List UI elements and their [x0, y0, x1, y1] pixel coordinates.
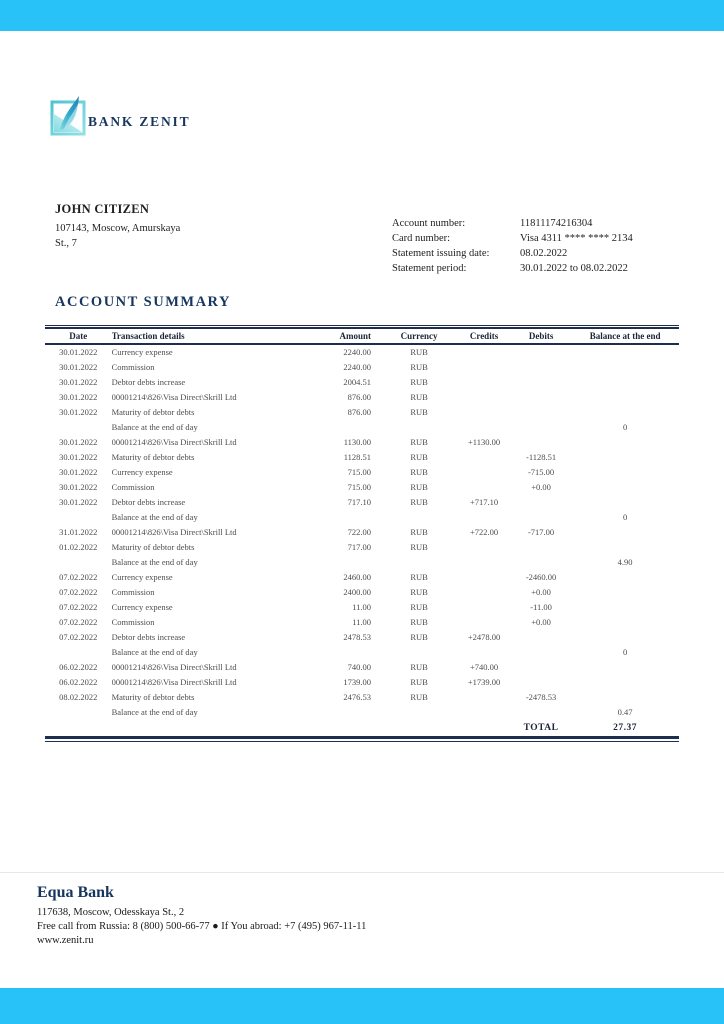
cell-balance [571, 374, 679, 389]
card-number-label: Card number: [392, 233, 451, 244]
cell-debits [511, 704, 571, 719]
cell-details: Balance at the end of day [111, 556, 198, 567]
account-number-label: Account number: [392, 218, 466, 229]
cell-currency: RUB [410, 586, 428, 597]
col-header-date: Date [69, 331, 88, 341]
cell-currency: RUB [410, 616, 428, 627]
account-number-row [392, 216, 692, 231]
cell-currency: RUB [410, 347, 428, 357]
footer-phones: Free call from Russia: 8 (800) 500-66-77 ● If You abroad: +7 (495) 967-11-11 [37, 921, 367, 932]
cell-debits: +0.00 [531, 616, 551, 627]
cell-currency: RUB [410, 676, 428, 687]
cell-amount: 2476.53 [343, 691, 372, 702]
cell-debits: +0.00 [531, 481, 551, 492]
cell-currency: RUB [410, 691, 428, 702]
summary-table-header [45, 329, 679, 344]
table-row [45, 629, 679, 644]
cell-amount: 717.00 [347, 541, 372, 552]
cell-debits [511, 419, 571, 434]
cell-currency: RUB [410, 496, 428, 507]
table-row [45, 344, 679, 359]
cell-currency: RUB [410, 361, 428, 372]
cell-balance [571, 569, 679, 584]
statement-period-label: Statement period: [392, 263, 467, 274]
cell-amount: 876.00 [347, 391, 372, 402]
cell-date: 07.02.2022 [59, 601, 98, 612]
cell-date [45, 704, 112, 719]
cell-credits [457, 419, 511, 434]
cell-credits: +2478.00 [467, 631, 501, 642]
total-empty-cell [457, 719, 511, 736]
customer-name: JOHN CITIZEN [55, 202, 150, 216]
cell-currency: RUB [410, 451, 428, 462]
cell-balance: 4.90 [617, 556, 633, 567]
table-row [45, 524, 679, 539]
table-bottom-rule-thin [45, 741, 679, 742]
cell-credits [457, 479, 511, 494]
cell-debits [511, 554, 571, 569]
total-empty-cell [112, 719, 305, 736]
table-row [45, 389, 679, 404]
cell-date: 30.01.2022 [59, 347, 98, 357]
cell-credits [457, 359, 511, 374]
cell-date [45, 554, 112, 569]
summary-table [45, 329, 679, 736]
table-row [45, 434, 679, 449]
summary-table-body [45, 344, 679, 719]
table-row [45, 614, 679, 629]
table-row [45, 494, 679, 509]
cell-amount [305, 644, 381, 659]
cell-amount [305, 509, 381, 524]
cell-date: 07.02.2022 [59, 631, 98, 642]
cell-debits [511, 659, 571, 674]
cell-currency: RUB [410, 661, 428, 672]
customer-block [55, 202, 275, 251]
col-header-credits: Credits [469, 331, 499, 341]
cell-credits [457, 374, 511, 389]
cell-currency [381, 704, 457, 719]
total-label: TOTAL [523, 722, 559, 733]
cell-credits: +740.00 [469, 661, 499, 672]
bottom-accent-bar [0, 988, 724, 1024]
cell-amount: 722.00 [347, 526, 372, 537]
cell-details: Balance at the end of day [111, 646, 198, 657]
table-row [45, 539, 679, 554]
cell-date: 30.01.2022 [59, 406, 98, 417]
cell-amount [305, 419, 381, 434]
cell-debits [511, 344, 571, 359]
cell-balance [571, 584, 679, 599]
cell-date: 30.01.2022 [59, 376, 98, 387]
cell-currency: RUB [410, 406, 428, 417]
cell-balance [571, 614, 679, 629]
cell-details: Balance at the end of day [111, 706, 198, 717]
top-accent-bar [0, 0, 724, 31]
cell-date: 30.01.2022 [59, 391, 98, 402]
cell-debits [511, 374, 571, 389]
cell-credits [457, 704, 511, 719]
cell-date: 31.01.2022 [59, 526, 98, 537]
cell-date: 08.02.2022 [59, 691, 98, 702]
cell-credits [457, 539, 511, 554]
cell-debits: -2478.53 [525, 691, 557, 702]
table-row [45, 404, 679, 419]
cell-credits [457, 644, 511, 659]
table-row [45, 419, 679, 434]
cell-credits [457, 404, 511, 419]
cell-details: Currency expense [111, 571, 173, 582]
table-row [45, 704, 679, 719]
cell-balance: 0 [622, 646, 628, 657]
cell-balance [571, 494, 679, 509]
cell-debits: -2460.00 [525, 571, 557, 582]
cell-details: 00001214\826\Visa Direct\Skrill Ltd [111, 391, 237, 402]
cell-debits [511, 644, 571, 659]
cell-currency: RUB [410, 631, 428, 642]
cell-date: 07.02.2022 [59, 586, 98, 597]
cell-credits [457, 449, 511, 464]
cell-credits [457, 689, 511, 704]
cell-amount: 1130.00 [343, 436, 372, 447]
card-number-value: Visa 4311 **** **** 2134 [520, 233, 633, 244]
cell-balance [571, 464, 679, 479]
table-row [45, 644, 679, 659]
cell-date [45, 419, 112, 434]
cell-details: Commission [111, 586, 155, 597]
summary-table-footer [45, 719, 679, 736]
total-empty-cell [381, 719, 457, 736]
col-header-amount: Amount [339, 331, 372, 341]
cell-balance [571, 449, 679, 464]
cell-date: 30.01.2022 [59, 481, 98, 492]
statement-period-value: 30.01.2022 to 08.02.2022 [520, 263, 628, 274]
cell-credits [457, 614, 511, 629]
account-summary-title: ACCOUNT SUMMARY [55, 294, 231, 310]
cell-amount: 2240.00 [343, 347, 372, 357]
table-row [45, 509, 679, 524]
col-header-transaction-details: Transaction details [111, 331, 185, 341]
cell-details: 00001214\826\Visa Direct\Skrill Ltd [111, 436, 237, 447]
footer-divider [0, 872, 724, 873]
table-row [45, 599, 679, 614]
cell-credits [457, 554, 511, 569]
cell-amount: 876.00 [347, 406, 372, 417]
cell-debits [511, 404, 571, 419]
cell-debits [511, 674, 571, 689]
cell-credits: +1739.00 [467, 676, 501, 687]
cell-debits: -1128.51 [526, 451, 557, 462]
cell-details: Commission [111, 361, 155, 372]
cell-credits: +1130.00 [467, 436, 501, 447]
cell-currency [381, 419, 457, 434]
cell-balance [571, 659, 679, 674]
cell-debits [511, 509, 571, 524]
cell-balance: 0 [622, 511, 628, 522]
cell-date: 30.01.2022 [59, 466, 98, 477]
cell-details: Currency expense [111, 601, 173, 612]
cell-amount: 740.00 [347, 661, 372, 672]
cell-credits [457, 464, 511, 479]
cell-credits: +722.00 [469, 526, 499, 537]
cell-details: Debtor debts increase [111, 631, 186, 642]
card-number-row [392, 231, 692, 246]
cell-date: 30.01.2022 [59, 436, 98, 447]
cell-debits [511, 539, 571, 554]
cell-amount: 717.10 [347, 496, 372, 507]
customer-address-line1: 107143, Moscow, Amurskaya [55, 223, 181, 234]
cell-date: 01.02.2022 [59, 541, 98, 552]
total-empty-cell [305, 719, 381, 736]
cell-credits: +717.10 [469, 496, 499, 507]
customer-address-line2: St., 7 [55, 238, 77, 249]
cell-balance [571, 539, 679, 554]
cell-details: 00001214\826\Visa Direct\Skrill Ltd [111, 526, 237, 537]
cell-details: Maturity of debtor debts [111, 406, 195, 417]
table-row [45, 674, 679, 689]
footer-website: www.zenit.ru [37, 935, 94, 946]
table-row [45, 689, 679, 704]
cell-details: Debtor debts increase [111, 376, 186, 387]
cell-details: Currency expense [111, 347, 173, 357]
account-number-value: 11811174216304 [520, 218, 593, 229]
cell-amount: 11.00 [352, 616, 372, 627]
cell-details: Maturity of debtor debts [111, 691, 195, 702]
col-header-debits: Debits [528, 331, 554, 341]
cell-details: Balance at the end of day [111, 511, 198, 522]
cell-currency: RUB [410, 526, 428, 537]
cell-currency: RUB [410, 391, 428, 402]
cell-balance [571, 344, 679, 359]
summary-table-wrap [45, 325, 679, 742]
cell-debits: -717.00 [527, 526, 555, 537]
cell-amount [305, 704, 381, 719]
table-row [45, 659, 679, 674]
cell-debits [511, 389, 571, 404]
brand-name: BANK ZENIT [88, 114, 191, 129]
cell-details: Balance at the end of day [111, 421, 198, 432]
cell-debits: -11.00 [530, 601, 552, 612]
total-empty-cell [45, 719, 112, 736]
cell-balance: 0 [622, 421, 628, 432]
cell-currency: RUB [410, 436, 428, 447]
cell-balance [571, 629, 679, 644]
cell-balance [571, 689, 679, 704]
cell-balance [571, 524, 679, 539]
cell-currency [381, 509, 457, 524]
cell-balance [571, 599, 679, 614]
cell-amount: 715.00 [347, 466, 372, 477]
table-row [45, 554, 679, 569]
footer-bank-name: Equa Bank [37, 884, 114, 901]
cell-currency: RUB [410, 601, 428, 612]
cell-debits [511, 629, 571, 644]
cell-date: 06.02.2022 [59, 661, 98, 672]
cell-details: Maturity of debtor debts [111, 541, 195, 552]
cell-currency: RUB [410, 466, 428, 477]
table-row [45, 479, 679, 494]
statement-period-row [392, 261, 692, 276]
cell-date: 07.02.2022 [59, 616, 98, 627]
cell-amount: 11.00 [352, 601, 372, 612]
cell-credits [457, 509, 511, 524]
cell-amount: 2004.51 [343, 376, 372, 387]
cell-amount: 2478.53 [343, 631, 372, 642]
cell-details: Maturity of debtor debts [111, 451, 195, 462]
cell-date [45, 509, 112, 524]
cell-date: 06.02.2022 [59, 676, 98, 687]
table-row [45, 359, 679, 374]
footer-block [37, 884, 637, 948]
cell-balance [571, 674, 679, 689]
cell-currency: RUB [410, 481, 428, 492]
cell-debits [511, 359, 571, 374]
cell-amount: 1128.51 [343, 451, 372, 462]
table-row [45, 464, 679, 479]
cell-amount: 1739.00 [343, 676, 372, 687]
cell-balance: 0.47 [617, 706, 633, 717]
statement-issuing-date-row [392, 246, 692, 261]
bank-zenit-logo-icon [50, 92, 92, 138]
footer-address: 117638, Moscow, Odesskaya St., 2 [37, 907, 185, 918]
cell-amount: 2460.00 [343, 571, 372, 582]
cell-date: 07.02.2022 [59, 571, 98, 582]
total-row [45, 719, 679, 736]
header-row [45, 329, 679, 344]
statement-issuing-date-label: Statement issuing date: [392, 248, 490, 259]
cell-amount: 2240.00 [343, 361, 372, 372]
cell-amount [305, 554, 381, 569]
cell-credits [457, 389, 511, 404]
col-header-balance: Balance at the end [589, 331, 661, 341]
col-header-currency: Currency [400, 331, 438, 341]
cell-details: Commission [111, 481, 155, 492]
total-value: 27.37 [613, 722, 638, 733]
cell-details: Currency expense [111, 466, 173, 477]
cell-amount: 2400.00 [343, 586, 372, 597]
cell-credits [457, 599, 511, 614]
cell-amount: 715.00 [347, 481, 372, 492]
cell-date [45, 644, 112, 659]
cell-credits [457, 584, 511, 599]
cell-date: 30.01.2022 [59, 451, 98, 462]
cell-debits [511, 434, 571, 449]
table-row [45, 374, 679, 389]
cell-debits [511, 494, 571, 509]
table-row [45, 584, 679, 599]
cell-details: Commission [111, 616, 155, 627]
cell-balance [571, 359, 679, 374]
cell-currency [381, 554, 457, 569]
cell-debits: -715.00 [527, 466, 555, 477]
table-row [45, 449, 679, 464]
cell-credits [457, 569, 511, 584]
cell-debits: +0.00 [531, 586, 551, 597]
cell-currency: RUB [410, 541, 428, 552]
cell-details: Debtor debts increase [111, 496, 186, 507]
cell-balance [571, 434, 679, 449]
cell-currency: RUB [410, 571, 428, 582]
statement-issuing-date-value: 08.02.2022 [520, 248, 568, 259]
cell-currency: RUB [410, 376, 428, 387]
cell-date: 30.01.2022 [59, 361, 98, 372]
cell-currency [381, 644, 457, 659]
account-info-block [392, 216, 692, 276]
cell-date: 30.01.2022 [59, 496, 98, 507]
cell-balance [571, 389, 679, 404]
table-row [45, 569, 679, 584]
cell-balance [571, 404, 679, 419]
cell-balance [571, 479, 679, 494]
cell-details: 00001214\826\Visa Direct\Skrill Ltd [111, 676, 237, 687]
cell-details: 00001214\826\Visa Direct\Skrill Ltd [111, 661, 237, 672]
cell-credits [457, 344, 511, 359]
